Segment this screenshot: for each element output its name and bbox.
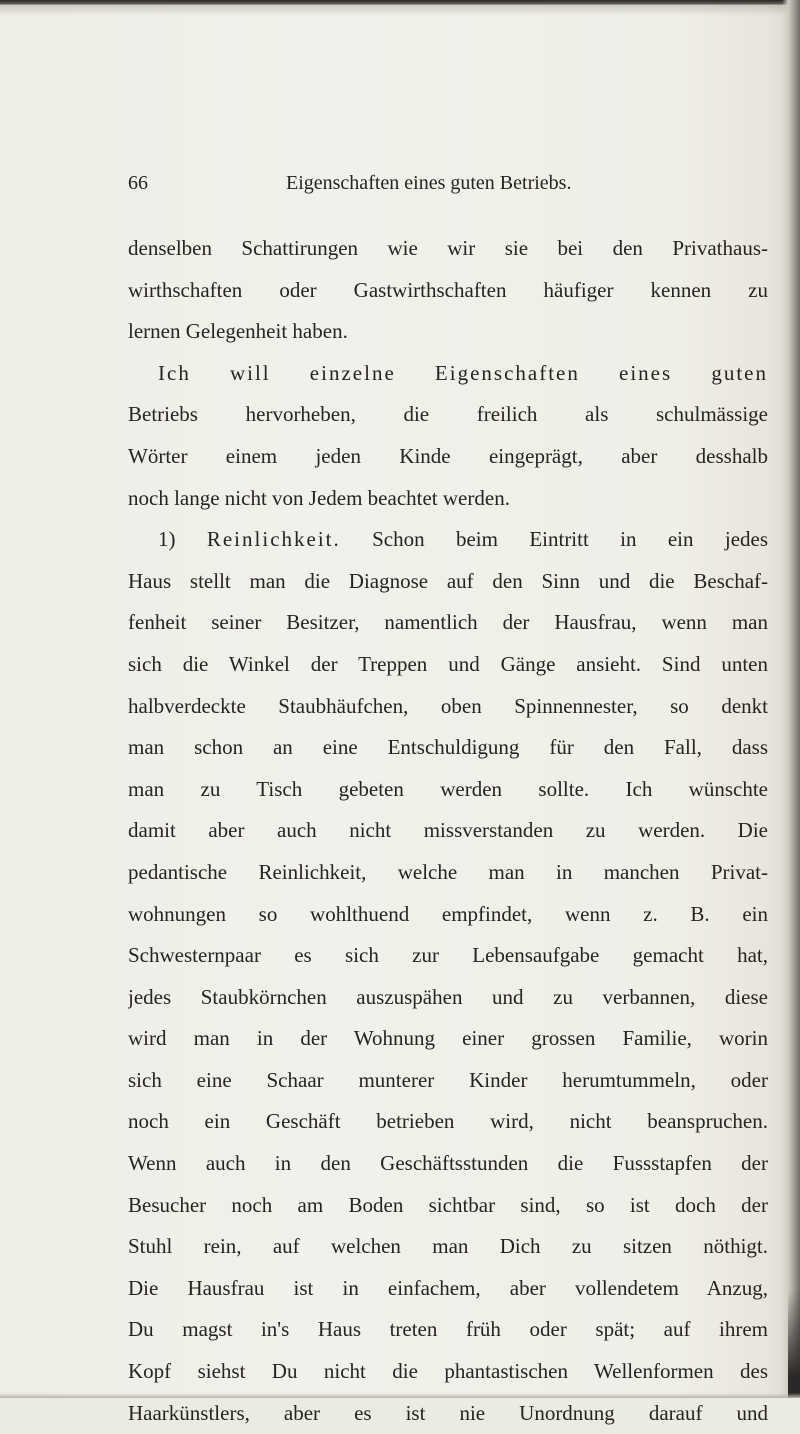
text-line: lernen Gelegenheit haben. — [128, 319, 348, 344]
text-line: man zu Tisch gebeten werden sollte. Ich wünschte — [128, 776, 768, 801]
text-line — [128, 519, 768, 561]
text-line: sich die Winkel der Treppen und Gänge ansieht. Sind unten — [128, 651, 768, 676]
text-line: damit aber auch nicht missverstanden zu werden. Die — [128, 818, 768, 843]
text-line: wird man in der Wohnung einer grossen Familie, worin — [128, 1026, 768, 1051]
text-line: Ich will einzelne Eigenschaften eines guten — [158, 360, 768, 385]
scan-top-fade — [0, 6, 800, 16]
text-line: Wörter einem jeden Kinde eingeprägt, aber desshalb — [128, 443, 768, 468]
page-edge-bottom-corner — [788, 1290, 800, 1398]
text-line: noch lange nicht von Jedem beachtet werden. — [128, 485, 510, 510]
running-title: Eigenschaften eines guten Betriebs. — [286, 172, 572, 194]
section-heading: Reinlichkeit. — [206, 527, 341, 552]
list-number: 1) — [158, 527, 176, 552]
text-line: Wenn auch in den Geschäftsstunden die Fussstapfen der — [128, 1151, 768, 1176]
text-line: pedantische Reinlichkeit, welche man in manchen Privat- — [128, 859, 768, 884]
text-line: noch ein Geschäft betrieben wird, nicht beanspruchen. — [128, 1109, 768, 1134]
text-line: halbverdeckte Staubhäufchen, oben Spinnennester, so denkt — [128, 693, 768, 718]
text-line: Besucher noch am Boden sichtbar sind, so ist doch der — [128, 1192, 768, 1217]
body-text — [128, 228, 768, 1434]
text-line: wohnungen so wohlthuend empfindet, wenn z. B. ein — [128, 901, 768, 926]
text-line: Du magst in's Haus treten früh oder spät; auf ihrem — [128, 1317, 768, 1342]
page-number: 66 — [128, 172, 148, 194]
text-line: Haarkünstlers, aber es ist nie Unordnung darauf und — [128, 1400, 768, 1425]
text-fragment: Schon beim Eintritt in ein jedes — [372, 527, 768, 552]
text-line: man schon an eine Entschuldigung für den Fall, dass — [128, 735, 768, 760]
text-line: fenheit seiner Besitzer, namentlich der Hausfrau, wenn man — [128, 610, 768, 635]
text-line: Haus stellt man die Diagnose auf den Sinn und die Beschaf- — [128, 568, 768, 593]
page-edge-right — [782, 0, 800, 1398]
text-line: Stuhl rein, auf welchen man Dich zu sitzen nöthigt. — [128, 1234, 768, 1259]
text-line: sich eine Schaar munterer Kinder herumtummeln, oder — [128, 1067, 768, 1092]
text-line: denselben Schattirungen wie wir sie bei den Privathaus- — [128, 236, 768, 260]
text-line: Die Hausfrau ist in einfachem, aber vollendetem Anzug, — [128, 1275, 768, 1300]
running-header — [128, 170, 728, 196]
text-line: Schwesternpaar es sich zur Lebensaufgabe gemacht hat, — [128, 943, 768, 968]
text-line: Betriebs hervorheben, die freilich als schulmässige — [128, 402, 768, 427]
text-line: Kopf siehst Du nicht die phantastischen Wellenformen des — [128, 1359, 768, 1384]
text-line: jedes Staubkörnchen auszuspähen und zu verbannen, diese — [128, 984, 768, 1009]
text-line: wirthschaften oder Gastwirthschaften häufiger kennen zu — [128, 277, 768, 302]
